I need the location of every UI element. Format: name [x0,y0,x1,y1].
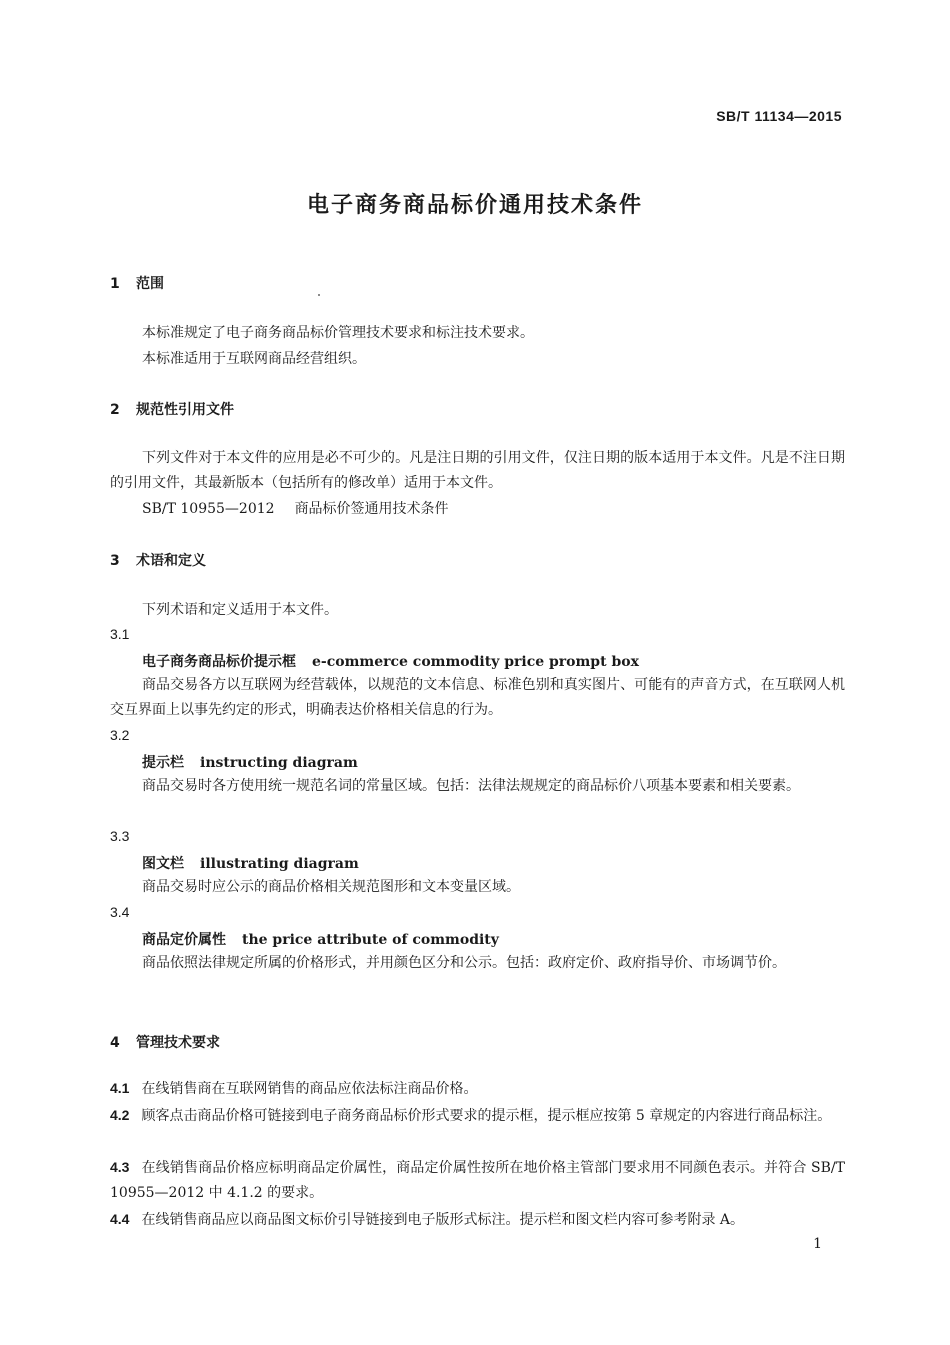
term-zh: 图文栏 [142,856,184,872]
scan-speck [318,294,320,296]
requirement-item [110,1155,845,1206]
requirement-item [110,1207,845,1233]
section-1-heading [110,273,164,293]
clause-number: 3.4 [110,904,130,920]
document-title: 电子商务商品标价通用技术条件 [306,193,643,218]
term-entry [142,853,359,873]
term-zh: 电子商务商品标价提示框 [142,654,296,670]
section-title: 管理技术要求 [136,1035,220,1051]
requirement-item [110,1103,845,1129]
normative-reference [142,498,449,518]
section-title: 范围 [136,276,164,292]
section-2-heading [110,399,234,419]
standard-code: SB/T 11134—2015 [716,108,842,124]
clause-number: 3.1 [110,626,130,642]
section-title: 术语和定义 [136,553,206,569]
term-definition: 商品交易时应公示的商品价格相关规范图形和文本变量区域。 [142,879,520,895]
section-number: 2 [110,402,120,418]
requirement-item [110,1076,845,1102]
requirement-number: 4.3 [110,1159,130,1175]
term-entry [142,929,499,949]
term-definition: 商品交易各方以互联网为经营载体，以规范的文本信息、标准色别和真实图片、可能有的声音方式，在互联网人机交互界面上以事先约定的形式，明确表达价格相关信息的行为。 [110,677,845,718]
reference-title: 商品标价签通用技术条件 [294,501,449,517]
term-definition: 商品交易时各方使用统一规范名词的常量区域。包括：法律法规规定的商品标价八项基本要素和相关要素。 [142,778,800,794]
term-zh: 商品定价属性 [142,932,226,948]
clause-number: 3.3 [110,828,130,844]
term-entry [142,752,358,772]
term-en: the price attribute of commodity [242,932,499,948]
term-definition: 商品依照法律规定所属的价格形式，并用颜色区分和公示。包括：政府定价、政府指导价、市场调节价。 [142,955,786,971]
section-number: 4 [110,1035,120,1051]
paragraph: 本标准适用于互联网商品经营组织。 [142,351,366,367]
term-en: e-commerce commodity price prompt box [312,654,639,670]
page-number: 1 [813,1236,822,1252]
requirement-text: 在线销售商品应以商品图文标价引导链接到电子版形式标注。提示栏和图文栏内容可参考附录 A。 [141,1212,745,1228]
section-number: 3 [110,553,120,569]
term-zh: 提示栏 [142,755,184,771]
requirement-number: 4.4 [110,1211,130,1227]
requirement-number: 4.1 [110,1080,130,1096]
section-3-heading [110,550,206,570]
section-title: 规范性引用文件 [136,402,234,418]
clause-number: 3.2 [110,727,130,743]
requirement-text: 在线销售商在互联网销售的商品应依法标注商品价格。 [141,1081,478,1097]
term-en: instructing diagram [200,755,358,771]
section-4-heading [110,1032,220,1052]
requirement-text: 在线销售商品价格应标明商品定价属性，商品定价属性按所在地价格主管部门要求用不同颜色表示。并符合 SB/T 10955—2012 中 4.1.2 的要求。 [110,1160,845,1201]
requirement-text: 顾客点击商品价格可链接到电子商务商品标价形式要求的提示框，提示框应按第 5 章规定的内容进行商品标注。 [141,1108,832,1124]
reference-code: SB/T 10955—2012 [142,501,275,517]
requirement-number: 4.2 [110,1107,130,1123]
term-entry [142,651,639,671]
paragraph: 下列术语和定义适用于本文件。 [142,602,338,618]
paragraph: 下列文件对于本文件的应用是必不可少的。凡是注日期的引用文件，仅注日期的版本适用于本文件。凡是不注日期的引用文件，其最新版本（包括所有的修改单）适用于本文件。 [110,450,845,491]
paragraph: 本标准规定了电子商务商品标价管理技术要求和标注技术要求。 [142,325,534,341]
term-en: illustrating diagram [200,856,359,872]
section-number: 1 [110,276,120,292]
